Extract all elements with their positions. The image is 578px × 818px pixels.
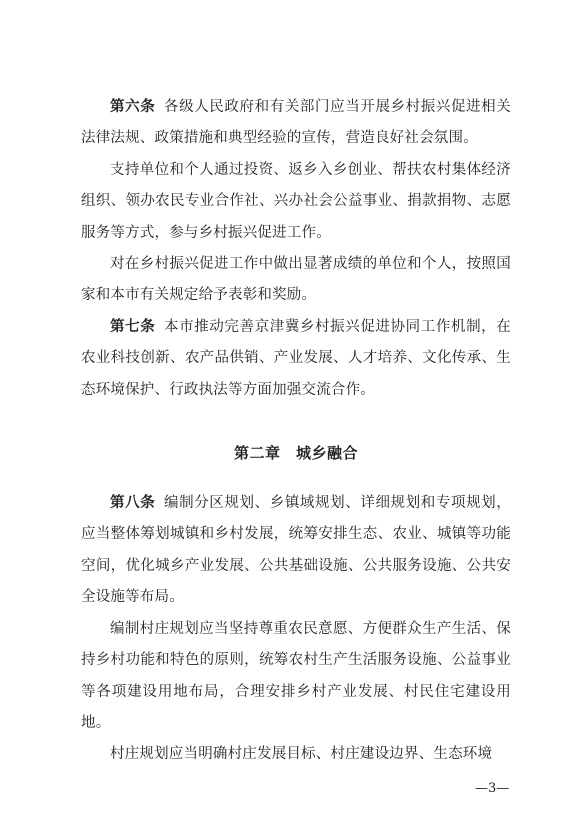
chapter-title: 第二章 城乡融合 xyxy=(233,444,358,463)
article-8-paragraph-3 xyxy=(81,739,511,770)
article-8-paragraph xyxy=(81,488,511,614)
paragraph-text: 本市推动完善京津冀乡村振兴促进协同工作机制，在农业科技创新、农产品供销、产业发展、人才培养、文化传承、生态环境保护、行政执法等方面加强交流合作。 xyxy=(81,318,511,398)
article-8-paragraph-2 xyxy=(81,614,511,740)
article-label: 第七条 xyxy=(110,318,156,335)
page-number: —3— xyxy=(475,781,510,796)
paragraph-text: 编制村庄规划应当坚持尊重农民意愿、方便群众生产生活、保持乡村功能和特色的原则，统筹农村生产生活服务设施、公益事业等各项建设用地布局，合理安排乡村产业发展、村民住宅建设用地。 xyxy=(81,620,511,731)
paragraph-text: 编制分区规划、乡镇域规划、详细规划和专项规划，应当整体筹划城镇和乡村发展，统筹安排生态、农业、城镇等功能空间，优化城乡产业发展、公共基础设施、公共服务设施、公共安全设施等布局。 xyxy=(81,495,511,606)
article-6-paragraph xyxy=(81,92,511,155)
article-7-paragraph xyxy=(81,312,511,406)
document-body xyxy=(81,92,511,771)
article-label: 第六条 xyxy=(110,99,156,115)
paragraph-text: 各级人民政府和有关部门应当开展乡村振兴促进相关法律法规、政策措施和典型经验的宣传，营造良好社会氛围。 xyxy=(81,99,511,147)
paragraph-text: 对在乡村振兴促进工作中做出显著成绩的单位和个人，按照国家和本市有关规定给予表彰和奖励。 xyxy=(81,256,511,304)
paragraph-text: 支持单位和个人通过投资、返乡入乡创业、帮扶农村集体经济组织、领办农民专业合作社、兴办社会公益事业、捐款捐物、志愿服务等方式，参与乡村振兴促进工作。 xyxy=(81,161,511,241)
article-6-paragraph-2 xyxy=(81,155,511,249)
article-label: 第八条 xyxy=(110,495,156,512)
spacer xyxy=(81,406,511,420)
article-6-paragraph-3 xyxy=(81,249,511,312)
paragraph-text: 村庄规划应当明确村庄发展目标、村庄建设边界、生态环境 xyxy=(110,746,493,763)
